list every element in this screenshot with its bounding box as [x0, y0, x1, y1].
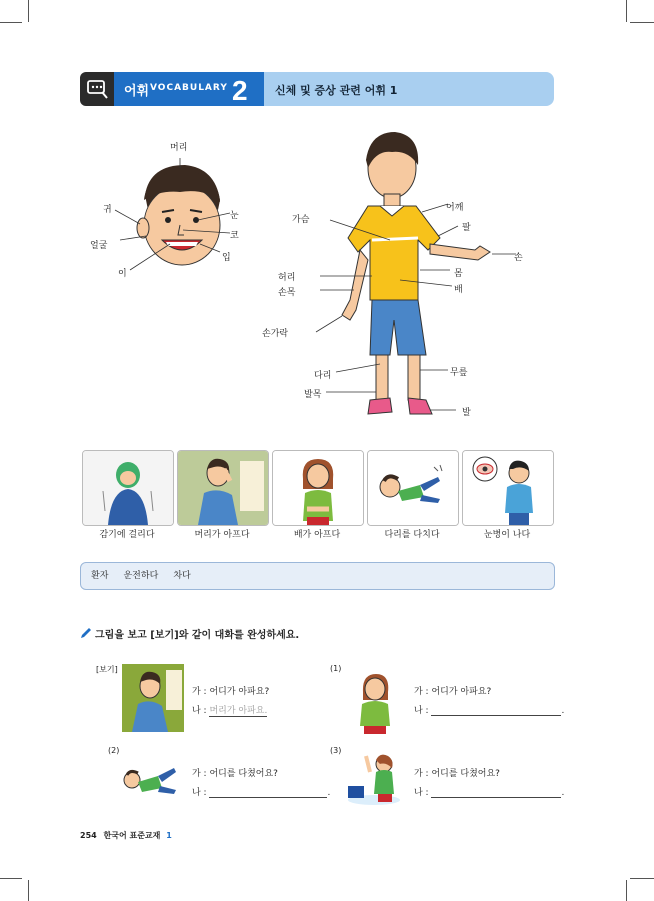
label-chest: 가슴 [292, 215, 310, 225]
label-finger: 손가락 [262, 329, 289, 339]
example-answer-line [192, 703, 267, 716]
exercise-2-tag: (2) [108, 746, 120, 755]
panel-stomachache [272, 450, 364, 526]
book-volume: 1 [166, 831, 172, 840]
label-face: 얼굴 [90, 241, 108, 251]
crop-mark [626, 880, 627, 901]
crop-mark [0, 22, 22, 23]
vocabulary-icon [80, 72, 114, 106]
label-foot: 발 [462, 408, 471, 418]
answer-prefix: 나 : [414, 706, 429, 716]
label-waist: 허리 [278, 273, 296, 283]
exercise-1-answer-line [414, 703, 564, 716]
exercise-instruction [80, 626, 299, 641]
answer-prefix: 나 : [192, 788, 207, 798]
panel-leg-injury [367, 450, 459, 526]
label-leg: 다리 [314, 371, 332, 381]
word-bank-item: 운전하다 [123, 571, 159, 581]
exercise-2-image [122, 758, 184, 798]
exercise-2-answer-blank[interactable] [209, 787, 327, 798]
word-bank-item: 환자 [91, 571, 109, 581]
exercise-3-answer-blank[interactable] [431, 787, 561, 798]
exercise-1-question: 가 : 어디가 아파요? [414, 687, 492, 697]
example-answer-prefix: 나 : [192, 706, 210, 716]
exercise-3-question: 가 : 어디를 다쳤어요? [414, 769, 500, 779]
word-bank [80, 562, 555, 590]
label-tooth: 이 [118, 269, 127, 279]
crop-mark [630, 22, 654, 23]
book-title: 한국어 표준교재 [103, 831, 161, 840]
instruction-text: 그림을 보고 [보기]와 같이 대화를 완성하세요. [95, 630, 300, 641]
word-bank-item: 차다 [173, 571, 191, 581]
example-question: 가 : 어디가 아파요? [192, 687, 270, 697]
exercise-2-answer-line [192, 785, 330, 798]
header-label-ko: 어휘 [124, 84, 150, 99]
label-ankle: 발목 [304, 390, 322, 400]
label-nose: 코 [230, 231, 239, 241]
section-header [80, 72, 554, 106]
label-belly: 배 [454, 285, 463, 295]
exercise-3-tag: (3) [330, 746, 342, 755]
panel-eye-disease [462, 450, 554, 526]
header-label-en: VOCABULARY [150, 83, 228, 93]
panel-caption-leg-injury: 다리를 다치다 [384, 530, 440, 540]
label-shoulder: 어깨 [446, 203, 464, 213]
panel-caption-stomachache: 배가 아프다 [293, 530, 341, 540]
panel-cold [82, 450, 174, 526]
answer-end: . [561, 706, 565, 716]
crop-mark [626, 0, 627, 22]
pencil-icon [80, 627, 92, 639]
exercise-3-answer-line [414, 785, 564, 798]
answer-prefix: 나 : [414, 788, 429, 798]
section-title: 신체 및 증상 관련 어휘 1 [275, 84, 398, 97]
label-torso: 몸 [454, 269, 463, 279]
example-image [122, 664, 184, 732]
face-illustration [80, 140, 280, 290]
exercise-2-question: 가 : 어디를 다쳤어요? [192, 769, 278, 779]
label-hand: 손 [514, 253, 523, 263]
exercise-1-answer-blank[interactable] [431, 705, 561, 716]
label-mouth: 입 [222, 253, 231, 263]
label-eye: 눈 [230, 211, 239, 221]
label-knee: 무릎 [450, 368, 468, 378]
page-footer [80, 830, 172, 841]
answer-end: . [327, 788, 331, 798]
section-number: 2 [232, 75, 248, 106]
exercise-1-image [350, 672, 400, 734]
label-arm: 팔 [462, 223, 471, 233]
exercise-3-image [344, 750, 404, 806]
panel-caption-eye-disease: 눈병이 나다 [483, 530, 531, 540]
crop-mark [630, 878, 654, 879]
label-wrist: 손목 [278, 288, 296, 298]
crop-mark [28, 880, 29, 901]
panel-caption-headache: 머리가 아프다 [194, 530, 250, 540]
crop-mark [28, 0, 29, 22]
label-head: 머리 [170, 143, 188, 153]
page-number: 254 [80, 831, 97, 840]
panel-caption-cold: 감기에 걸리다 [99, 530, 155, 540]
example-tag: [보기] [96, 665, 118, 674]
crop-mark [0, 878, 22, 879]
example-answer: 머리가 아파요. [209, 706, 268, 716]
label-ear: 귀 [103, 205, 112, 215]
panel-headache [177, 450, 269, 526]
answer-end: . [561, 788, 565, 798]
exercise-1-tag: (1) [330, 664, 342, 673]
